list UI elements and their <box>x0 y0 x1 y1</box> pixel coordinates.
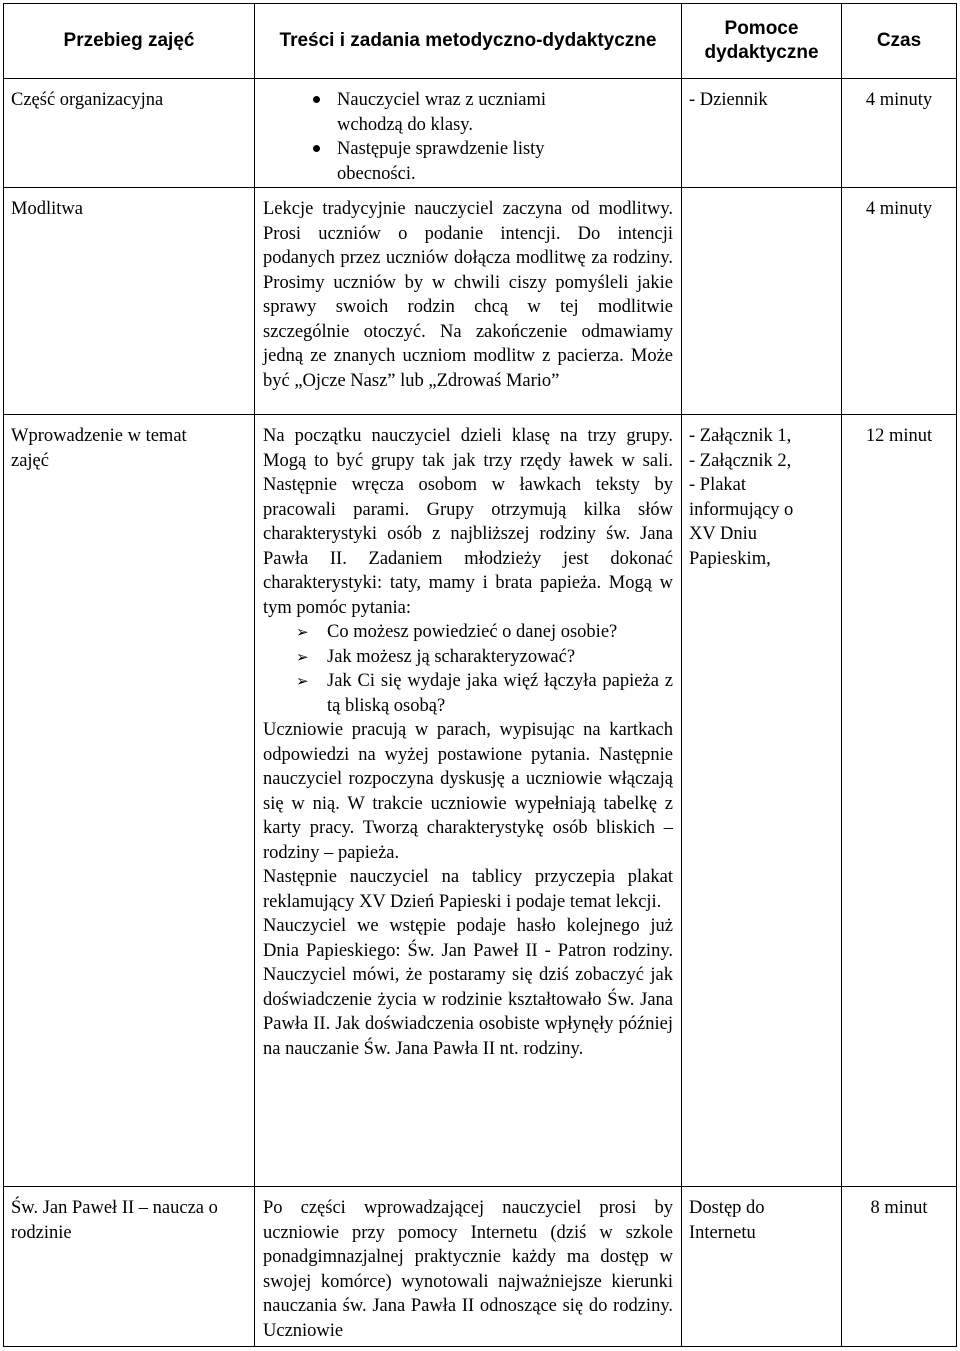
bullet-item: Nauczyciel wraz z uczniami wchodzą do klasy. <box>255 88 673 137</box>
time-cell: 8 minut <box>842 1187 957 1347</box>
arrow-bullet-icon: ➢ <box>296 672 309 690</box>
lesson-plan-table <box>3 3 957 1347</box>
row-teaching <box>4 1187 957 1347</box>
aids-cell: Dostęp do Internetu <box>682 1187 842 1347</box>
time-cell: 4 minuty <box>842 188 957 415</box>
aid-line: XV Dniu <box>689 524 758 544</box>
content-cell: Lekcje tradycyjnie nauczyciel zaczyna od modlitwy. Prosi uczniów o podanie intencji. Do intencji podanych przez uczniów dołącza modlitwę za rodziny. Prosimy uczniów by w chwili ciszy pomyśleli jakie sprawy swoich rodzin chcą w tej modlitwie szczególnie otoczyć. Na zakończenie odmawiamy jedną ze znanych uczniom modlitw z pacierza. Może być „Ojcze Nasz” lub „Zdrowaś Mario” <box>255 188 682 415</box>
aid-line: - Załącznik 1, <box>689 426 792 446</box>
content-cell <box>255 79 682 188</box>
stage-cell: Modlitwa <box>4 188 255 415</box>
question-text: Jak możesz ją scharakteryzować? <box>327 646 576 667</box>
question-item <box>263 620 673 645</box>
time-cell: 4 minuty <box>842 79 957 188</box>
aid-line: informujący o <box>689 499 794 520</box>
pairs-paragraph: Uczniowie pracują w parach, wypisując na kartkach odpowiedzi na wyżej postawione pytania. Następnie nauczyciel rozpoczyna dyskusję a uczniowie włączają się w nią. W trakcie uczniowie wypełniają tabelkę z karty pracy. Tworzą charakterystykę osób bliskich – rodziny – papieża. <box>263 720 673 863</box>
aids-cell <box>682 188 842 415</box>
row-prayer <box>4 188 957 415</box>
aid-line: - Plakat <box>689 475 747 495</box>
stage-cell: Św. Jan Paweł II – naucza o rodzinie <box>4 1187 255 1347</box>
question-text: Co możesz powiedzieć o danej osobie? <box>327 622 618 642</box>
row-organizational <box>4 79 957 188</box>
content-cell <box>255 415 682 1187</box>
header-content: Treści i zadania metodyczno-dydaktyczne <box>255 4 682 79</box>
motto-paragraph: Nauczyciel we wstępie podaje hasło kolejnego już Dnia Papieskiego: Św. Jan Paweł II - Patron rodziny. Nauczyciel mówi, że postaramy się dziś zobaczyć jak doświadczenie życia w rodzinie kształtowało Św. Jana Pawła II. Jak doświadczenia osobiste wpłynęły później na nauczanie Św. Jana Pawła II nt. rodziny. <box>263 916 673 1059</box>
aid-line: - Załącznik 2, <box>689 450 792 471</box>
header-time: Czas <box>842 4 957 79</box>
header-row <box>4 4 957 79</box>
aid-line: Papieskim, <box>689 548 771 569</box>
intro-paragraph: Na początku nauczyciel dzieli klasę na trzy grupy. Mogą to być grupy tak jak trzy rzędy ławek w sali. Następnie wręcza osobom w ławkach teksty by pracowali parami. Grupy otrzymują kilka słów charakterystyki osób z najbliższej rodziny św. Jana Pawła II. Zadaniem młodzieży jest dokonać charakterystyki: taty, mamy i brata papieża. Mogą w tym pomóc pytania: <box>263 426 673 618</box>
stage-cell: Wprowadzenie w temat zajęć <box>4 415 255 1187</box>
poster-paragraph: Następnie nauczyciel na tablicy przyczepia plakat reklamujący XV Dzień Papieski i podaje temat lekcji. <box>263 867 673 912</box>
bullet-list <box>255 88 673 186</box>
bullet-item: Następuje sprawdzenie listy obecności. <box>255 137 673 186</box>
content-cell: Po części wprowadzającej nauczyciel prosi by uczniowie przy pomocy Internetu (dziś w szkole ponadgimnazjalnej praktycznie każdy ma dostęp w swojej komórce) wynotowali najważniejsze kierunki nauczania św. Jana Pawła II odnoszące się do rodziny. Uczniowie <box>255 1187 682 1347</box>
question-item <box>263 669 673 718</box>
question-text: Jak Ci się wydaje jaka więź łączyła papieża z tą bliską osobą? <box>327 671 673 716</box>
stage-cell: Część organizacyjna <box>4 79 255 188</box>
header-aids: Pomoce dydaktyczne <box>682 4 842 79</box>
row-introduction <box>4 415 957 1187</box>
question-list <box>263 620 673 718</box>
aids-cell: - Dziennik <box>682 79 842 188</box>
header-stage: Przebieg zajęć <box>4 4 255 79</box>
time-cell: 12 minut <box>842 415 957 1187</box>
arrow-bullet-icon: ➢ <box>296 647 309 666</box>
question-item <box>263 645 673 670</box>
arrow-bullet-icon: ➢ <box>296 623 309 641</box>
aids-cell <box>682 415 842 1187</box>
